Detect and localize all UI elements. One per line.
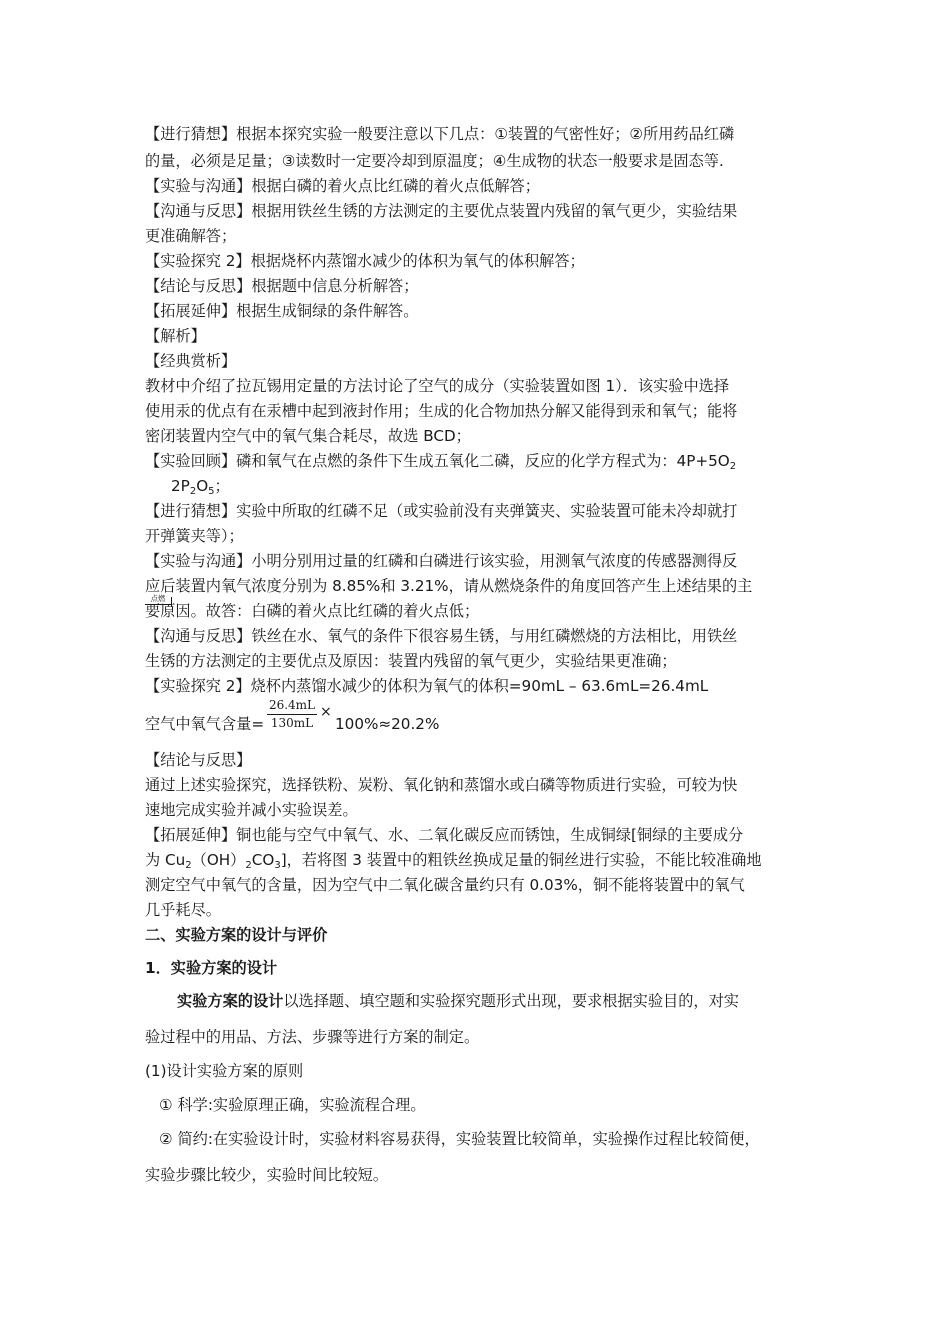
text-line: 开弹簧夹等）；: [145, 527, 244, 545]
text-line: 密闭装置内空气中的氧气集合耗尽，故选 BCD；: [145, 427, 471, 445]
paragraph-line: 验过程中的用品、方法、步骤等进行方案的制定。: [145, 1028, 480, 1046]
text-line: 使用汞的优点有在汞槽中起到液封作用；生成的化合物加热分解又能得到汞和氧气；能将: [145, 402, 738, 420]
text-line: 【实验与沟通】小明分别用过量的红磷和白磷进行该实验，用测氧气浓度的传感器测得反: [145, 552, 738, 570]
reaction-condition: 点燃: [145, 594, 171, 605]
principle-item: ① 科学:实验原理正确，实验流程合理。: [159, 1096, 426, 1114]
text-line: 【实验与沟通】根据白磷的着火点比红磷的着火点低解答；: [145, 177, 540, 195]
fraction-numerator: 26.4mL: [268, 698, 316, 712]
text-line: 更准确解答；: [145, 227, 237, 245]
text-line: 【进行猜想】根据本探究实验一般要注意以下几点：①装置的气密性好；②所用药品红磷: [145, 125, 735, 143]
text-line: 的量，必须是足量；③读数时一定要冷却到原温度；④生成物的状态一般要求是固态等.: [145, 152, 724, 170]
text-line: 教材中介绍了拉瓦锡用定量的方法讨论了空气的成分（实验装置如图 1）．该实验中选择: [145, 377, 730, 395]
text-line: 【进行猜想】实验中所取的红磷不足（或实验前没有夹弹簧夹、实验装置可能未冷却就打: [145, 502, 738, 520]
principles-title: (1)设计实验方案的原则: [145, 1062, 304, 1080]
fraction-bar: [267, 714, 317, 715]
copper-formula-line: 为 $Cu_2(OH)_2CO_3$]，若将图 3 装置中的粗铁丝换成足量的铜丝进行实验，不能比较准确地: [145, 851, 762, 871]
text-line: 【沟通与反思】铁丝在水、氧气的条件下很容易生锈，与用红磷燃烧的方法相比，用铁丝: [145, 627, 738, 645]
text-line: 【沟通与反思】根据用铁丝生锈的方法测定的主要优点装置内残留的氧气更少，实验结果: [145, 202, 738, 220]
times-sign: ×: [320, 704, 332, 720]
text-line: 测定空气中氧气的含量，因为空气中二氧化碳含量约只有 0.03%，铜不能将装置中的氧气: [145, 876, 745, 894]
principle-item: ② 简约:在实验设计时，实验材料容易获得，实验装置比较简单，实验操作过程比较简便，: [159, 1130, 760, 1148]
equation-line: 【实验回顾】磷和氧气在点燃的条件下生成五氧化二磷，反应的化学方程式为：$4P+5O_2$: [145, 452, 737, 472]
text-line: 【实验探究 2】烧杯内蒸馏水减少的体积为氧气的体积=90mL – 63.6mL=26.4mL: [145, 677, 709, 695]
text-line: 【拓展延伸】铜也能与空气中氧气、水、二氧化碳反应而锈蚀，生成铜绿[铜绿的主要成分: [145, 826, 744, 844]
principle-item-continued: 实验步骤比较少，实验时间比较短。: [145, 1166, 388, 1184]
text-line: 几乎耗尽。: [145, 901, 221, 919]
text-line: 速地完成实验并减小实验误差。: [145, 801, 358, 819]
text-line: 【结论与反思】根据题中信息分析解答；: [145, 277, 419, 295]
text-line: 【解析】: [145, 327, 206, 345]
fraction-suffix: 100%≈20.2%: [335, 715, 440, 733]
text-line: 【实验探究 2】根据烧杯内蒸馏水减少的体积为氧气的体积解答；: [145, 252, 585, 270]
equation-product: $2P_2O_5$；: [171, 477, 230, 497]
text-line: 要原因。故答：白磷的着火点比红磷的着火点低；: [145, 602, 480, 620]
section-heading: 二、实验方案的设计与评价: [145, 926, 328, 944]
text-line: 【拓展延伸】根据生成铜绿的条件解答。: [145, 302, 419, 320]
fraction-prefix: 空气中氧气含量=: [145, 715, 265, 733]
text-line: 【结论与反思】: [145, 751, 252, 769]
text-line: 通过上述实验探究，选择铁粉、炭粉、氧化钠和蒸馏水或白磷等物质进行实验，可较为快: [145, 776, 738, 794]
sub-heading: 1．实验方案的设计: [145, 959, 278, 977]
fraction-denominator: 130mL: [270, 716, 314, 730]
text-line: 生锈的方法测定的主要优点及原因：装置内残留的氧气更少，实验结果更准确；: [145, 652, 677, 670]
text-line: 应后装置内氧气浓度分别为 8.85%和 3.21%，请从燃烧条件的角度回答产生上述结果的主: [145, 577, 753, 595]
text-line: 【经典赏析】: [145, 352, 237, 370]
paragraph-line: 实验方案的设计以选择题、填空题和实验探究题形式出现，要求根据实验目的，对实: [177, 992, 739, 1010]
